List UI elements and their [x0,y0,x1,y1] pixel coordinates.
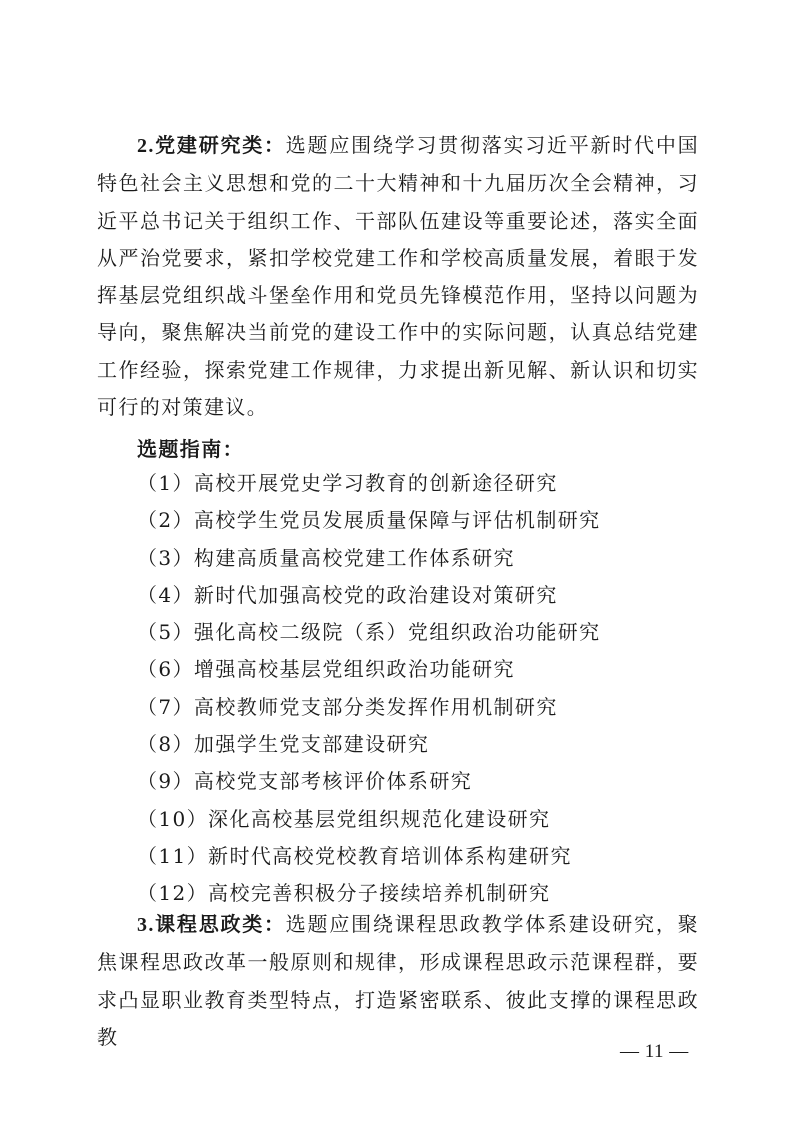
topic-guide-list [137,465,601,913]
topic-guide-title: 选题指南： [137,437,244,461]
section-party-building [97,127,699,426]
topic-guide-item: （6）增强高校基层党组织政治功能研究 [137,657,515,682]
topic-guide-item: （11）新时代高校党校教育培训体系构建研究 [137,843,572,868]
topic-guide-item: （7）高校教师党支部分类发挥作用机制研究 [137,694,558,719]
section-course-ideology-body: 选题应围绕课程思政教学体系建设研究，聚焦课程思政改革一般原则和规律，形成课程思政示范课程群，要求凸显职业教育类型特点，打造紧密联系、彼此支撑的课程思政教 [97,912,699,1049]
topic-guide-item: （5）强化高校二级院（系）党组织政治功能研究 [137,620,601,645]
page-number: — 11 — [620,1041,689,1062]
topic-guide-item: （12）高校完善积极分子接续培养机制研究 [137,881,551,906]
topic-guide-item: （2）高校学生党员发展质量保障与评估机制研究 [137,508,601,533]
topic-guide-item: （4）新时代加强高校党的政治建设对策研究 [137,582,558,607]
topic-guide-item: （10）深化高校基层党组织规范化建设研究 [137,806,551,831]
topic-guide-item: （8）加强学生党支部建设研究 [137,732,430,757]
topic-guide-item: （1）高校开展党史学习教育的创新途径研究 [137,471,558,495]
section-party-building-heading: 2.党建研究类： [137,135,286,157]
section-course-ideology [97,906,699,1056]
section-party-building-body: 选题应围绕学习贯彻落实习近平新时代中国特色社会主义思想和党的二十大精神和十九届历次全会精神，习近平总书记关于组织工作、干部队伍建设等重要论述，落实全面从严治党要求，紧扣学校党建工作和学校高质量发展，着眼于发挥基层党组织战斗堡垒作用和党员先锋模范作用，坚持以问题为导向，聚焦解决当前党的建设工作中的实际问题，认真总结党建工作经验，探索党建工作规律，力求提出新见解、新认识和切实可行的对策建议。 [97,133,699,420]
topic-guide-item: （3）构建高质量高校党建工作体系研究 [137,545,515,570]
section-course-ideology-heading: 3.课程思政类： [137,914,286,936]
topic-guide-item: （9）高校党支部考核评价体系研究 [137,769,473,794]
